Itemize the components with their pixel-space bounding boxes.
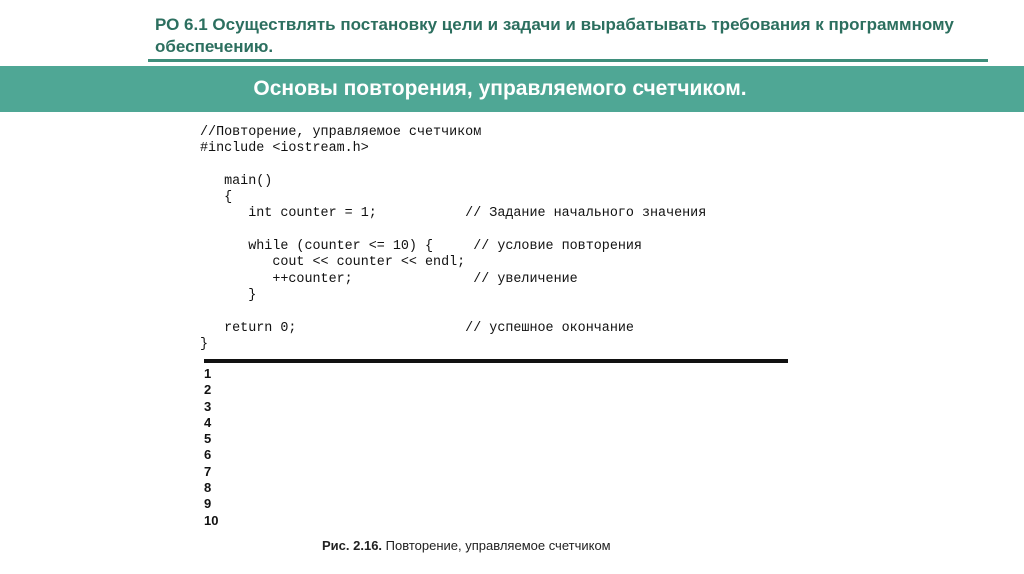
slide-header-title: РО 6.1 Осуществлять постановку цели и задачи и вырабатывать требования к программному обеспечению.	[155, 15, 954, 56]
code-line	[200, 158, 706, 174]
output-line: 1	[204, 366, 212, 381]
output-line: 10	[204, 512, 219, 528]
output-line: 4	[204, 414, 212, 430]
output-line: 6	[204, 447, 212, 463]
header-divider	[148, 59, 988, 62]
code-line: while (counter <= 10) { // условие повторения	[200, 239, 642, 255]
figure-caption	[322, 538, 611, 553]
code-listing	[200, 125, 706, 353]
code-line: }	[200, 336, 209, 352]
code-line: ++counter; // увеличение	[200, 271, 578, 287]
output-line: 7	[204, 463, 212, 479]
section-banner	[0, 66, 1024, 112]
code-line: //Повторение, управляемое счетчиком	[200, 125, 482, 140]
code-line: main()	[200, 173, 273, 189]
output-line: 9	[204, 496, 212, 512]
code-line: int counter = 1; // Задание начального значения	[200, 206, 707, 222]
code-line: cout << counter << endl;	[200, 255, 466, 271]
program-output	[204, 366, 218, 529]
figure-caption-label: Рис. 2.16.	[322, 538, 383, 553]
code-figure	[200, 120, 800, 560]
output-line: 2	[204, 382, 212, 398]
code-line	[200, 223, 706, 239]
figure-caption-text: Повторение, управляемое счетчиком	[382, 538, 611, 553]
code-line: {	[200, 190, 233, 206]
output-line: 5	[204, 431, 212, 447]
code-line: }	[200, 287, 257, 303]
code-line: return 0; // успешное окончание	[200, 320, 634, 336]
output-line: 8	[204, 480, 212, 496]
banner-title: Основы повторения, управляемого счетчиком.	[253, 77, 747, 100]
code-line: #include <iostream.h>	[200, 141, 369, 157]
code-line	[200, 304, 706, 320]
output-divider	[204, 359, 788, 363]
output-line: 3	[204, 398, 212, 414]
